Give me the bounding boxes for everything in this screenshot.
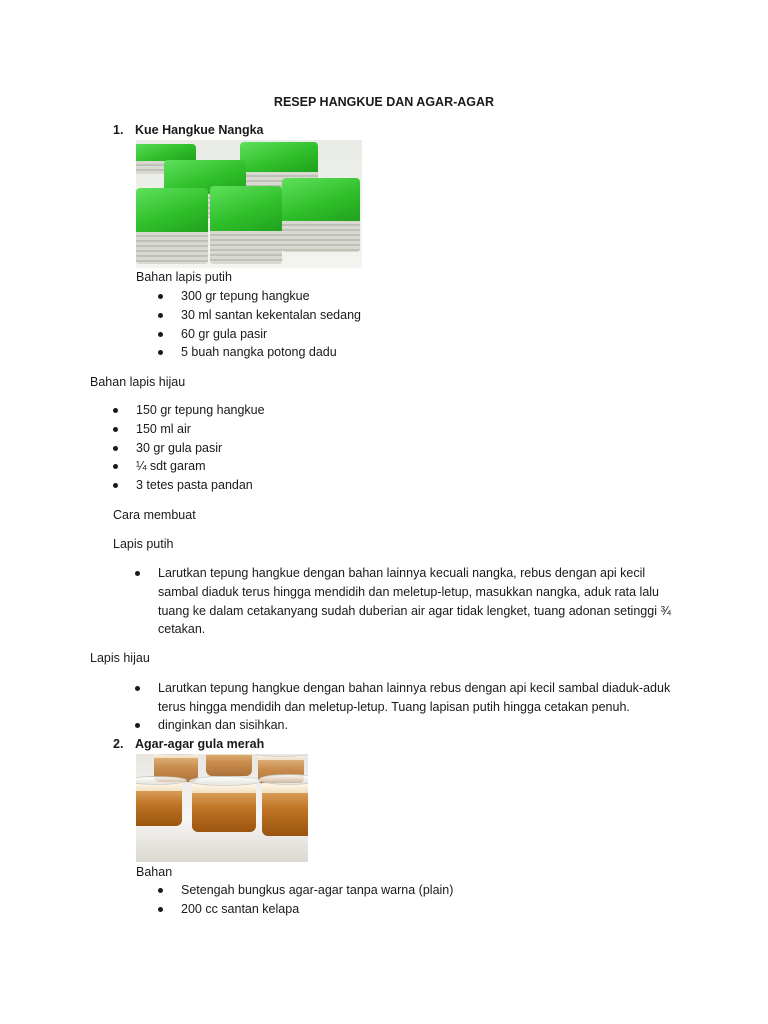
agar-agar-photo — [136, 754, 308, 862]
paragraph-line: Larutkan tepung hangkue dengan bahan lainnya rebus dengan api kecil sambal diaduk-aduk — [158, 681, 671, 695]
section-2-number: 2. — [113, 737, 124, 751]
list-item: 300 gr tepung hangkue — [181, 287, 361, 306]
cara-lapis-hijau-paragraph — [158, 679, 670, 717]
cara-lapis-putih-paragraph — [158, 564, 671, 639]
cake-piece — [136, 188, 208, 264]
lapis-putih-list — [181, 287, 361, 362]
list-item: 150 gr tepung hangkue — [136, 401, 265, 420]
paragraph-line: Larutkan tepung hangkue dengan bahan lainnya kecuali nangka, rebus dengan api kecil — [158, 566, 646, 580]
lapis-putih-label: Bahan lapis putih — [136, 270, 232, 284]
page-title: RESEP HANGKUE DAN AGAR-AGAR — [273, 95, 495, 109]
list-item: Setengah bungkus agar-agar tanpa warna (plain) — [181, 881, 453, 900]
cup — [136, 776, 182, 826]
list-item: 60 gr gula pasir — [181, 325, 361, 344]
list-item: 150 ml air — [136, 420, 265, 439]
list-item: ¼ sdt garam — [136, 457, 265, 476]
paragraph-line: terus hingga mendidih dan meletup-letup. Tuang lapisan putih hingga cetakan penuh. — [158, 699, 630, 714]
section-1-number: 1. — [113, 123, 124, 137]
list-item: 30 gr gula pasir — [136, 439, 265, 458]
list-item: 5 buah nangka potong dadu — [181, 343, 361, 362]
lapis-hijau-list — [136, 401, 265, 495]
cara-lapis-hijau-last: dinginkan dan sisihkan. — [158, 716, 288, 735]
bahan-label: Bahan — [136, 865, 173, 879]
list-item: 30 ml santan kekentalan sedang — [181, 306, 361, 325]
cara-lapis-hijau-label: Lapis hijau — [90, 651, 150, 665]
paragraph-line: sambal diaduk terus hingga mendidih dan meletup-letup, masukkan nangka, aduk rata lalu — [158, 584, 660, 599]
cara-lapis-putih-label: Lapis putih — [113, 537, 174, 551]
section-2-heading — [113, 737, 264, 751]
hangkue-photo — [136, 140, 362, 268]
cup — [262, 774, 308, 836]
cake-piece — [210, 186, 282, 264]
section-1-heading — [113, 123, 264, 137]
lapis-hijau-label: Bahan lapis hijau — [90, 375, 186, 389]
cup — [192, 776, 256, 832]
section-2-title: Agar-agar gula merah — [135, 737, 265, 751]
list-item: 3 tetes pasta pandan — [136, 476, 265, 495]
paragraph-line: cetakan. — [158, 622, 206, 637]
section-1-title: Kue Hangkue Nangka — [135, 123, 264, 137]
list-item: 200 cc santan kelapa — [181, 900, 453, 919]
cake-piece — [282, 178, 360, 252]
cara-membuat-label: Cara membuat — [113, 508, 196, 522]
cup — [206, 754, 252, 776]
bahan-list — [181, 881, 453, 919]
paragraph-line: tuang ke dalam cetakanyang sudah duberian air agar tidak lengket, tuang adonan setinggi ¾ — [158, 603, 671, 618]
